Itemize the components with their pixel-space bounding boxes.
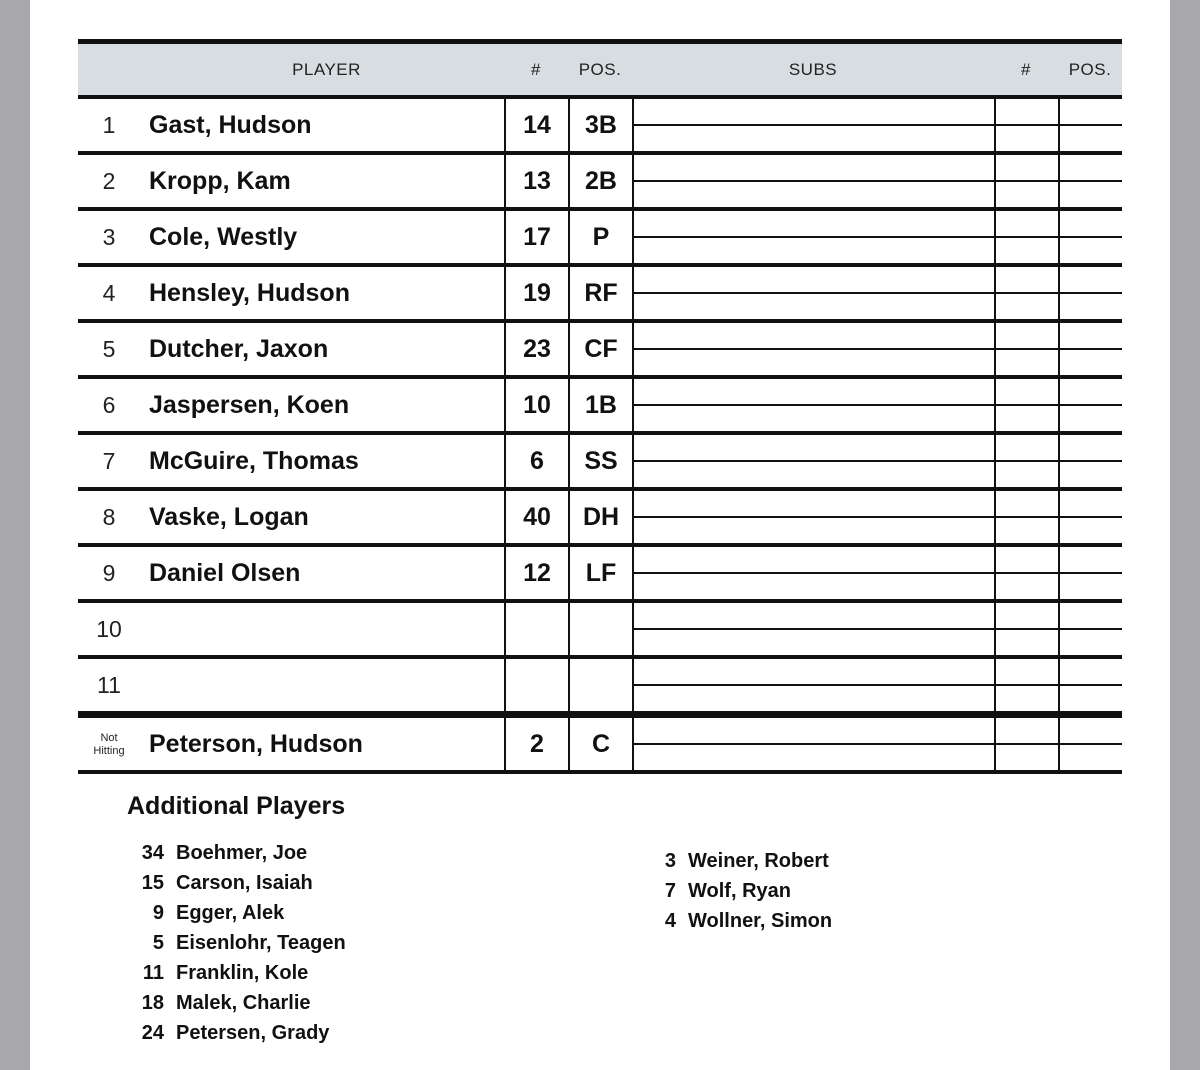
additional-player-number: 15 [141,872,164,894]
batting-order: 9 [102,560,116,586]
player-position: SS [568,435,634,487]
lineup-row [78,491,1122,547]
additional-player-name: Egger, Alek [176,902,285,924]
player-number: 10 [504,379,568,431]
player-position: C [568,718,634,770]
player-number: 13 [504,155,568,207]
header-sub-number: # [1021,60,1031,79]
additional-player [650,879,832,909]
player-name: Hensley, Hudson [149,279,350,307]
additional-player [650,849,832,879]
player-name: Daniel Olsen [149,559,301,587]
player-position [568,659,634,711]
additional-player-number: 3 [664,850,676,872]
player-number: 2 [504,718,568,770]
subs-cell [632,323,1122,375]
player-number: 23 [504,323,568,375]
player-name: Cole, Westly [149,223,298,251]
additional-player [130,931,346,961]
additional-player [130,841,346,871]
player-number: 6 [504,435,568,487]
additional-player-number: 5 [152,932,164,954]
player-number: 12 [504,547,568,599]
additional-player-number: 24 [141,1022,164,1044]
subs-cell [632,718,1122,770]
additional-players-left [130,841,346,1051]
player-number [504,603,568,655]
lineup-row [78,435,1122,491]
subs-cell [632,211,1122,263]
additional-player-number: 7 [664,880,676,902]
additional-player-name: Petersen, Grady [176,1022,330,1044]
subs-cell [632,435,1122,487]
player-position [568,603,634,655]
batting-order: 4 [102,280,116,306]
lineup-row [78,547,1122,603]
subs-cell [632,155,1122,207]
lineup-row [78,603,1122,659]
subs-cell [632,603,1122,655]
player-position: DH [568,491,634,543]
lineup-row [78,99,1122,155]
lineup-row [78,267,1122,323]
not-hitting-label [78,718,140,770]
batting-order: 8 [102,504,116,530]
lineup-rows [78,99,1122,715]
subs-cell [632,547,1122,599]
player-name: Jaspersen, Koen [149,391,350,419]
additional-player [130,871,346,901]
lineup-row [78,211,1122,267]
additional-player-name: Carson, Isaiah [176,872,313,894]
player-name: Kropp, Kam [149,167,291,195]
player-position: RF [568,267,634,319]
batting-order: 2 [102,168,116,194]
additional-player-number: 4 [664,910,676,932]
player-name: Peterson, Hudson [149,730,363,758]
player-name: McGuire, Thomas [149,447,359,475]
subs-cell [632,267,1122,319]
subs-cell [632,379,1122,431]
player-name [149,659,504,711]
additional-player-name: Malek, Charlie [176,992,311,1014]
player-name: Vaske, Logan [149,503,309,531]
header-number: # [531,60,541,79]
player-name: Gast, Hudson [149,111,312,139]
player-position: 1B [568,379,634,431]
additional-player-name: Eisenlohr, Teagen [176,932,346,954]
batting-order: 10 [96,616,122,642]
player-number: 19 [504,267,568,319]
additional-player-number: 11 [142,962,164,984]
additional-player-number: 34 [141,842,164,864]
additional-player-name: Wolf, Ryan [688,880,791,902]
player-position: P [568,211,634,263]
additional-player-number: 9 [152,902,164,924]
player-position: 2B [568,155,634,207]
player-number: 17 [504,211,568,263]
header-sub-pos: POS. [1068,60,1112,79]
batting-order: 7 [102,448,116,474]
not-hitting-label-line1: Not [100,732,118,744]
batting-order: 1 [102,112,116,138]
header-subs: SUBS [788,60,838,79]
lineup-sheet [30,0,1170,1070]
player-number [504,659,568,711]
additional-players-right [650,849,832,939]
lineup-row [78,323,1122,379]
batting-order: 3 [102,224,116,250]
batting-order: 11 [97,672,121,698]
additional-player [650,909,832,939]
player-name: Dutcher, Jaxon [149,335,329,363]
additional-player-name: Wollner, Simon [688,910,833,932]
player-position: LF [568,547,634,599]
additional-player-name: Franklin, Kole [176,962,309,984]
additional-player [130,1021,346,1051]
not-hitting-label-line2: Hitting [93,745,125,757]
batting-order: 5 [102,336,116,362]
header-player: PLAYER [292,60,361,79]
lineup-row [78,379,1122,435]
batting-order: 6 [102,392,116,418]
lineup-row [78,155,1122,211]
table-header [78,39,1122,99]
player-number: 40 [504,491,568,543]
subs-cell [632,491,1122,543]
additional-players-title: Additional Players [127,792,346,820]
subs-cell [632,99,1122,151]
lineup-table [78,39,1122,774]
header-pos: POS. [578,60,622,79]
additional-player [130,991,346,1021]
additional-player [130,961,346,991]
additional-player-number: 18 [141,992,164,1014]
player-number: 14 [504,99,568,151]
player-position: 3B [568,99,634,151]
player-position: CF [568,323,634,375]
subs-cell [632,659,1122,711]
lineup-row [78,659,1122,715]
additional-player [130,901,346,931]
additional-player-name: Weiner, Robert [688,850,829,872]
not-hitting-row [78,715,1122,774]
player-name [149,603,504,655]
additional-player-name: Boehmer, Joe [176,842,308,864]
